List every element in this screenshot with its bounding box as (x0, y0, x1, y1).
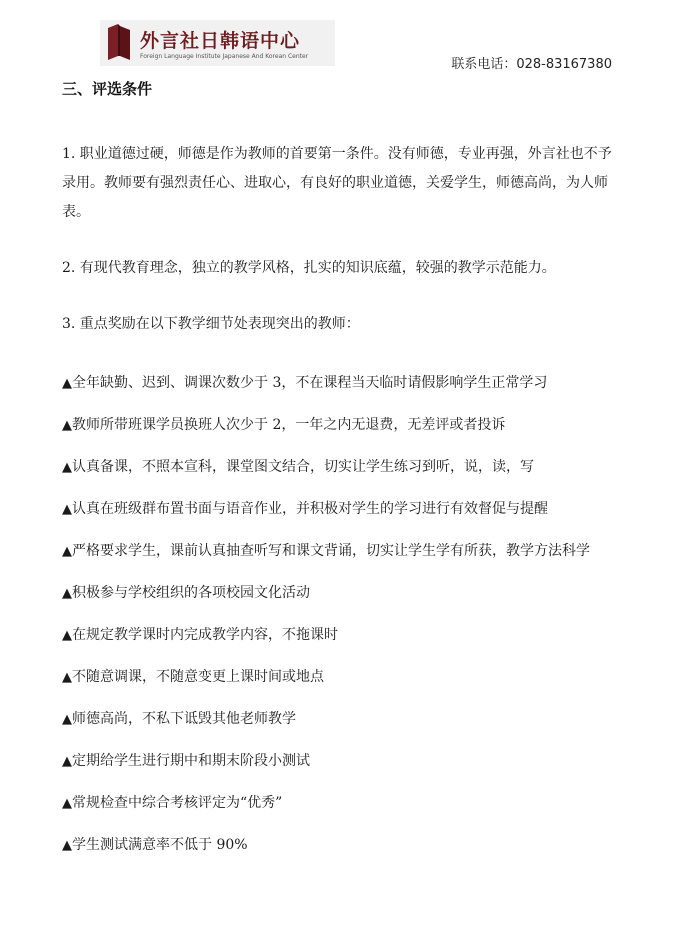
criteria-item: ▲学生测试满意率不低于 90% (62, 837, 248, 853)
criteria-item: ▲认真备课，不照本宣科，课堂图文结合，切实让学生练习到听，说，读，写 (62, 459, 534, 475)
section-title: 三、评选条件 (62, 80, 153, 98)
criteria-item: ▲定期给学生进行期中和期末阶段小测试 (62, 753, 310, 769)
criteria-list (62, 369, 618, 860)
contact-phone: 联系电话：028-83167380 (451, 57, 612, 72)
paragraph-2: 2. 有现代教育理念，独立的教学风格，扎实的知识底蕴，较强的教学示范能力。 (62, 260, 556, 276)
triangle-bullet-icon: ▲ (62, 586, 72, 601)
triangle-bullet-icon: ▲ (62, 460, 72, 475)
page-header (0, 0, 680, 80)
criteria-item: ▲全年缺勤、迟到、调课次数少于 3，不在课程当天临时请假影响学生正常学习 (62, 375, 548, 391)
triangle-bullet-icon: ▲ (62, 754, 72, 769)
triangle-bullet-icon: ▲ (62, 502, 72, 517)
criteria-item: ▲认真在班级群布置书面与语音作业，并积极对学生的学习进行有效督促与提醒 (62, 501, 548, 517)
criteria-item: ▲不随意调课，不随意变更上课时间或地点 (62, 669, 324, 685)
triangle-bullet-icon: ▲ (62, 628, 72, 643)
triangle-bullet-icon: ▲ (62, 838, 72, 853)
criteria-item: ▲教师所带班课学员换班人次少于 2，一年之内无退费，无差评或者投诉 (62, 417, 506, 433)
criteria-item: ▲在规定教学课时内完成教学内容，不拖课时 (62, 627, 338, 643)
triangle-bullet-icon: ▲ (62, 418, 72, 433)
logo-subtitle: Foreign Language Institute Japanese And Korean Center (140, 53, 309, 60)
logo-title: 外言社日韩语中心 (140, 30, 301, 52)
triangle-bullet-icon: ▲ (62, 670, 72, 685)
criteria-item: ▲积极参与学校组织的各项校园文化活动 (62, 585, 310, 601)
criteria-item: ▲常规检查中综合考核评定为“优秀” (62, 795, 283, 811)
triangle-bullet-icon: ▲ (62, 544, 72, 559)
criteria-item: ▲师德高尚，不私下诋毁其他老师教学 (62, 711, 296, 727)
triangle-bullet-icon: ▲ (62, 376, 72, 391)
criteria-item: ▲严格要求学生，课前认真抽查听写和课文背诵，切实让学生学有所获，教学方法科学 (62, 543, 590, 559)
paragraph-3: 3. 重点奖励在以下教学细节处表现突出的教师： (62, 316, 360, 332)
document-body (62, 140, 618, 873)
paragraph-1: 1. 职业道德过硬，师德是作为教师的首要第一条件。没有师德，专业再强，外言社也不予录用。教师要有强烈责任心、进取心，有良好的职业道德，关爱学生，师德高尚，为人师表。 (62, 146, 612, 220)
book-logo-icon (104, 24, 134, 60)
triangle-bullet-icon: ▲ (62, 796, 72, 811)
triangle-bullet-icon: ▲ (62, 712, 72, 727)
